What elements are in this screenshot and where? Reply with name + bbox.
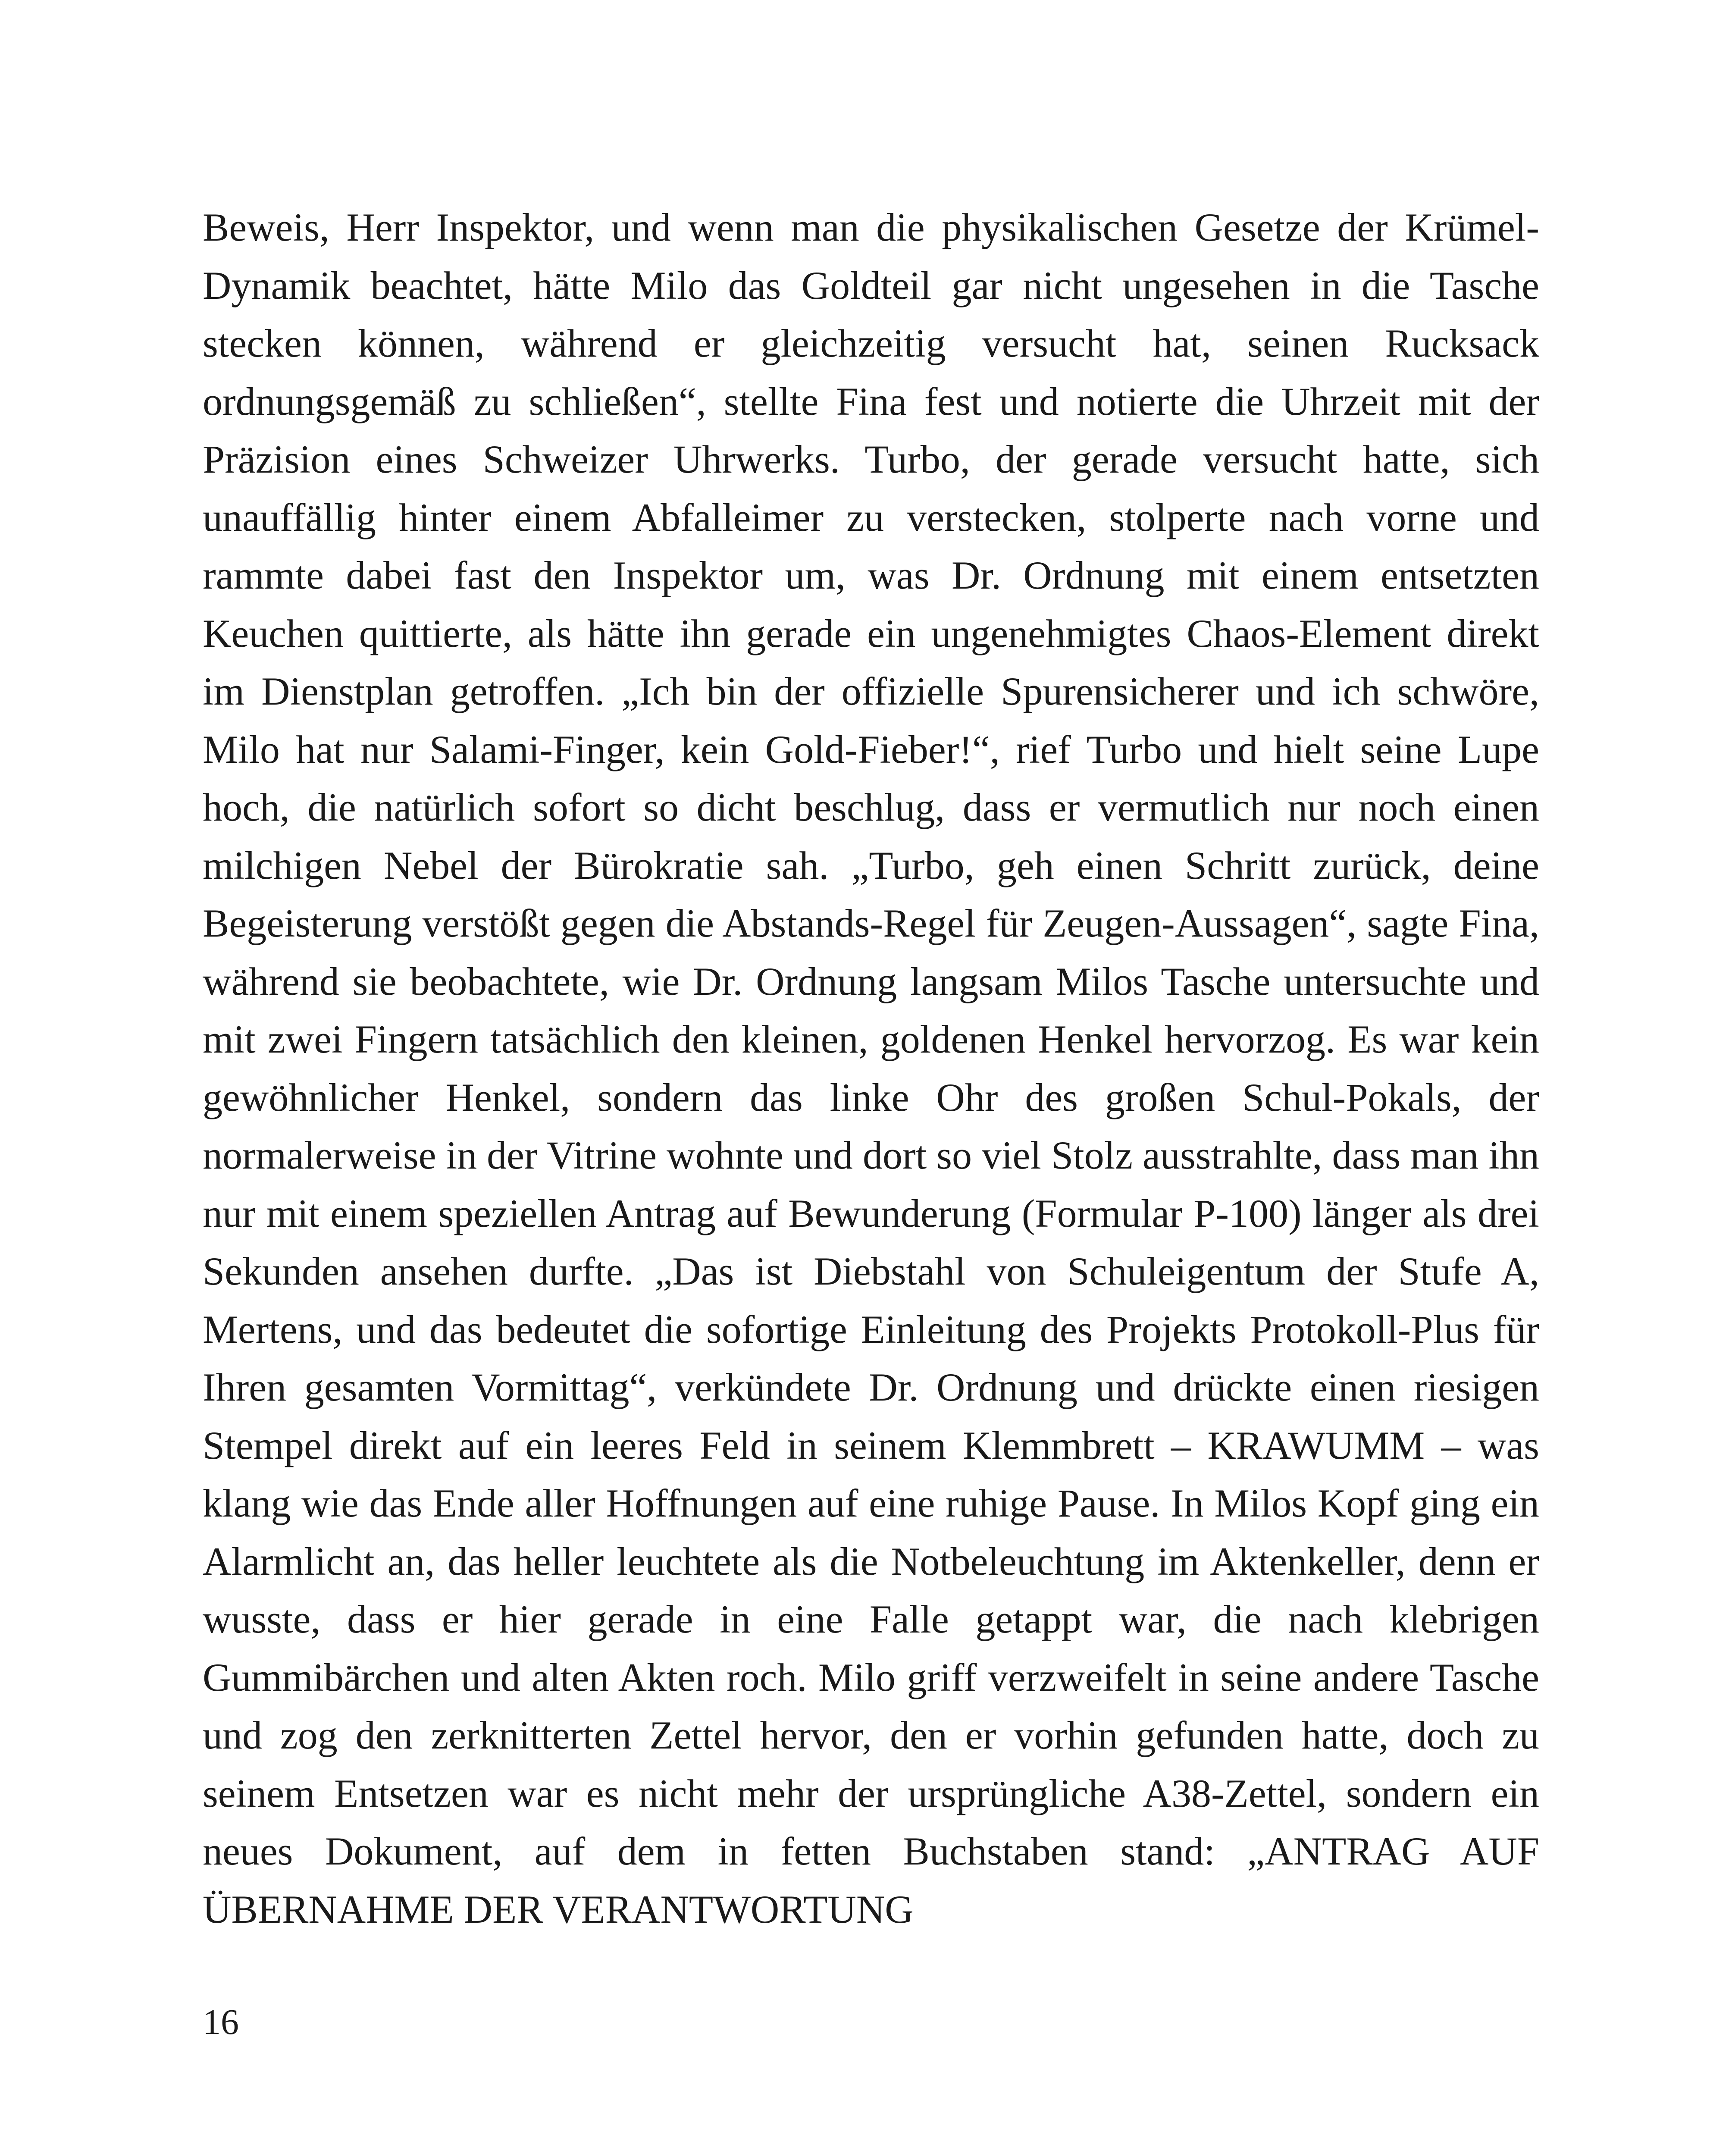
body-paragraph: Beweis, Herr Inspektor, und wenn man die physikalischen Gesetze der Krümel-Dynamik beachtet, hätte Milo das Goldteil gar nicht ungesehen in die Tasche stecken können, während er gleichzeitig versucht hat, seinen Rucksack ordnungsgemäß zu schließen“, stellte Fina fest und notierte die Uhrzeit mit der Präzision eines Schweizer Uhrwerks. Turbo, der gerade versucht hatte, sich unauffällig hinter einem Abfalleimer zu verstecken, stolperte nach vorne und rammte dabei fast den Inspektor um, was Dr. Ordnung mit einem entsetzten Keuchen quittierte, als hätte ihn gerade ein ungenehmigtes Chaos-Element direkt im Dienstplan getroffen. „Ich bin der offizielle Spurensicherer und ich schwöre, Milo hat nur Salami-Finger, kein Gold-Fieber!“, rief Turbo und hielt seine Lupe hoch, die natürlich sofort so dicht beschlug, dass er vermutlich nur noch einen milchigen Nebel der Bürokratie sah. „Turbo, geh einen Schritt zurück, deine Begeisterung verstößt gegen die Abstands-Regel für Zeugen-Aussagen“, sagte Fina, während sie beobachtete, wie Dr. Ordnung langsam Milos Tasche untersuchte und mit zwei Fingern tatsächlich den kleinen, goldenen Henkel hervorzog. Es war kein gewöhnlicher Henkel, sondern das linke Ohr des großen Schul-Pokals, der normalerweise in der Vitrine wohnte und dort so viel Stolz ausstrahlte, dass man ihn nur mit einem speziellen Antrag auf Bewunderung (Formular P-100) länger als drei Sekunden ansehen durfte. „Das ist Diebstahl von Schuleigentum der Stufe A, Mertens, und das bedeutet die sofortige Einleitung des Projekts Protokoll-Plus für Ihren gesamten Vormittag“, verkündete Dr. Ordnung und drückte einen riesigen Stempel direkt auf ein leeres Feld in seinem Klemmbrett – KRAWUMM – was klang wie das Ende aller Hoffnungen auf eine ruhige Pause. In Milos Kopf ging ein Alarmlicht an, das heller leuchtete als die Notbeleuchtung im Aktenkeller, denn er wusste, dass er hier gerade in eine Falle getappt war, die nach klebrigen Gummibärchen und alten Akten roch. Milo griff verzweifelt in seine andere Tasche und zog den zerknitterten Zettel hervor, den er vorhin gefunden hatte, doch zu seinem Entsetzen war es nicht mehr der ursprüngliche A38-Zettel, sondern ein neues Dokument, auf dem in fetten Buchstaben stand: „ANTRAG AUF ÜBERNAHME DER VERANTWORTUNG [203, 205, 1539, 1931]
page-number: 16 [203, 2002, 239, 2042]
